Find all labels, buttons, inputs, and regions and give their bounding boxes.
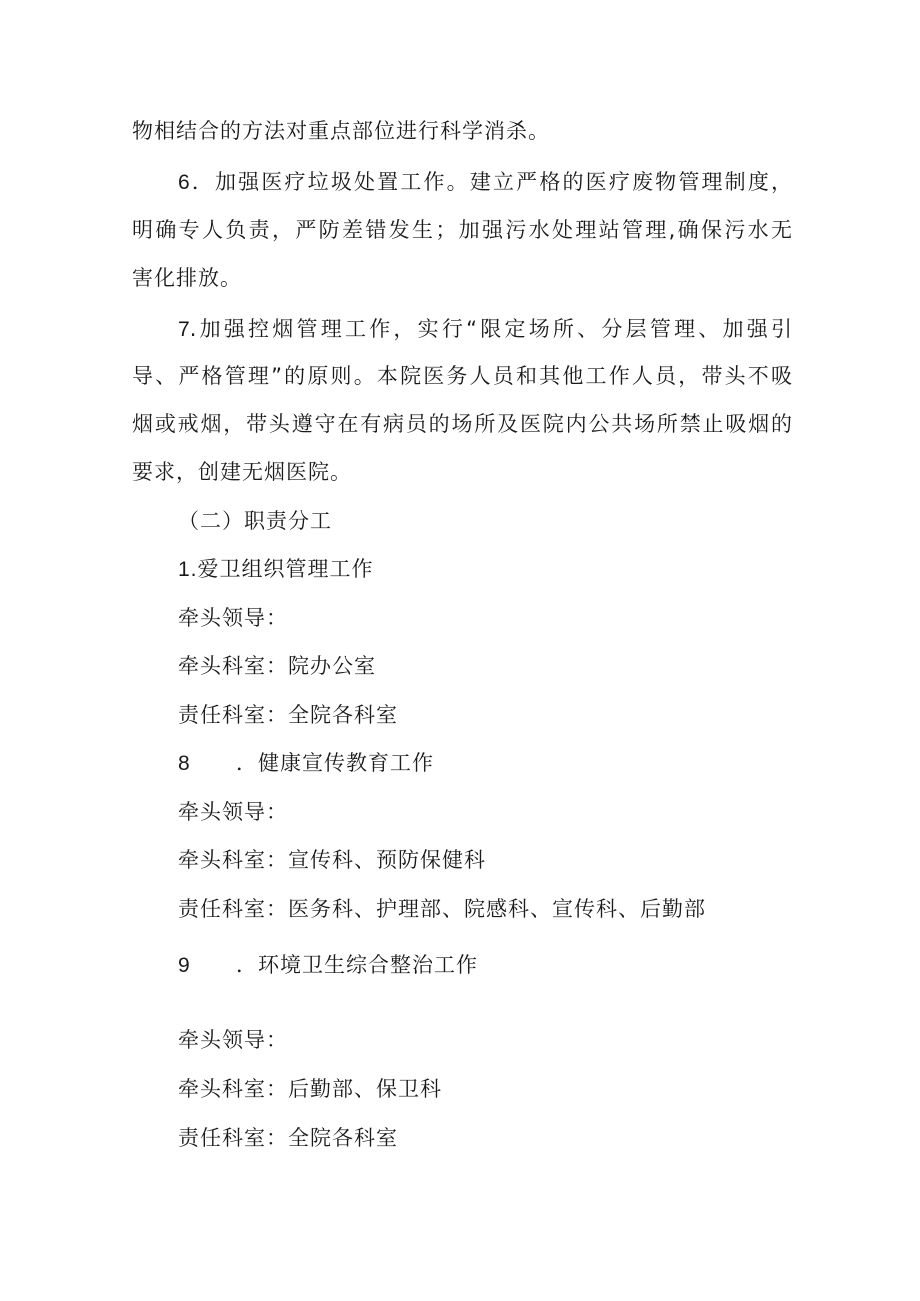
item-8-number: 8 [178, 752, 191, 775]
item-1-title-text: 爱卫组织管理工作 [197, 557, 374, 581]
item-9-lead-leader: 牵头领导： [178, 1028, 288, 1052]
paragraph-7-text-1: .加强控烟管理工作，实行“限定场所、分层管理、加强引 [189, 317, 792, 341]
paragraph-6-line-3: 害化排放。 [132, 266, 242, 290]
item-9-number: 9 [178, 954, 191, 977]
paragraph-7-line-4: 要求，创建无烟医院。 [132, 460, 352, 484]
paragraph-7-line-3: 烟或戒烟，带头遵守在有病员的场所及医院内公共场所禁止吸烟的 [132, 412, 792, 436]
paragraph-6-line-1 [178, 167, 792, 198]
item-9-title [178, 950, 478, 981]
item-9-lead-dept: 牵头科室：后勤部、保卫科 [178, 1077, 442, 1101]
paragraph-5-tail: 物相结合的方法对重点部位进行科学消杀。 [132, 119, 550, 143]
item-8-lead-leader: 牵头领导： [178, 800, 288, 824]
paragraph-6-number: 6 [178, 171, 190, 194]
paragraph-7-line-2: 导、严格管理”的原则。本院医务人员和其他工作人员，带头不吸 [132, 364, 792, 388]
item-8-resp-dept: 责任科室：医务科、护理部、院感科、宣传科、后勤部 [178, 897, 706, 921]
item-9-title-text: ．环境卫生综合整治工作 [236, 953, 478, 977]
item-1-lead-leader: 牵头领导： [178, 606, 288, 630]
section-heading: （二）职责分工 [178, 509, 332, 533]
item-1-title [178, 554, 374, 585]
paragraph-6-line-2: 明确专人负责，严防差错发生；加强污水处理站管理,确保污水无 [132, 218, 792, 242]
item-1-lead-dept: 牵头科室：院办公室 [178, 654, 376, 678]
item-1-resp-dept: 责任科室：全院各科室 [178, 703, 398, 727]
item-8-lead-dept: 牵头科室：宣传科、预防保健科 [178, 848, 486, 872]
item-8-title [178, 748, 434, 779]
item-1-number: 1. [178, 558, 198, 581]
item-9-resp-dept: 责任科室：全院各科室 [178, 1126, 398, 1150]
item-8-title-text: ．健康宣传教育工作 [236, 751, 434, 775]
paragraph-6-text-1: ．加强医疗垃圾处置工作。建立严格的医疗废物管理制度， [189, 170, 792, 194]
paragraph-7-line-1 [178, 314, 792, 345]
paragraph-7-number: 7 [178, 318, 190, 341]
